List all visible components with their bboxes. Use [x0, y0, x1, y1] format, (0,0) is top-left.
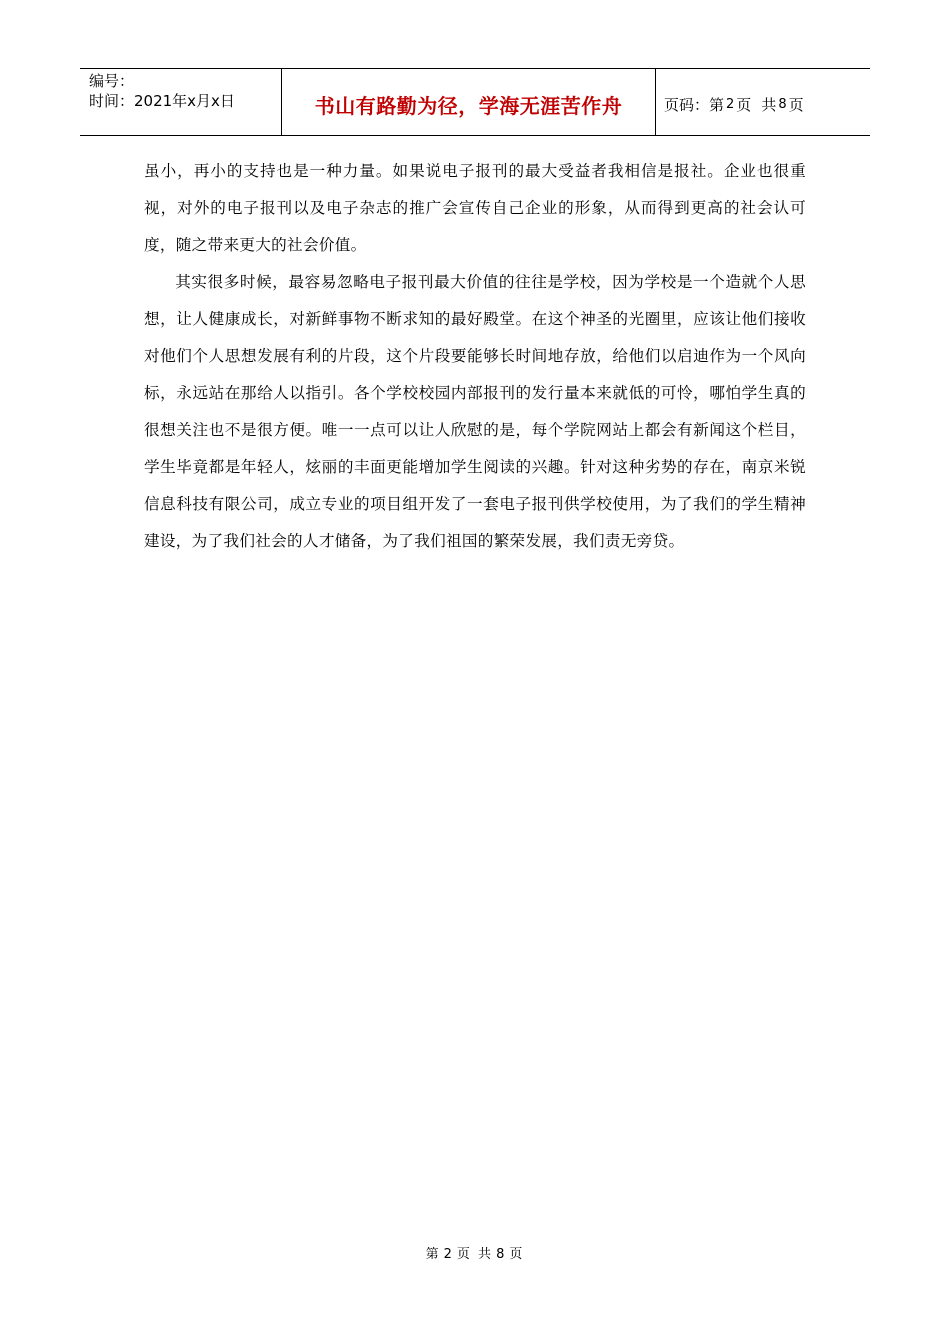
footer-mid: 页 共 — [456, 1247, 494, 1262]
footer-current-page: 2 — [443, 1247, 454, 1262]
footer-prefix: 第 — [425, 1247, 441, 1262]
time-label: 时间：2021年x月x日 — [89, 92, 235, 110]
header-motto-cell — [282, 69, 656, 135]
number-label: 编号： — [89, 72, 135, 90]
footer-total-pages: 8 — [496, 1247, 507, 1262]
footer-suffix: 页 — [509, 1247, 525, 1262]
paragraph-1: 虽小，再小的支持也是一种力量。如果说电子报刊的最大受益者我相信是报社。企业也很重视，对外的电子报刊以及电子杂志的推广会宣传自己企业的形象，从而得到更高的社会认可度，随之带来更大的社会价值。 — [144, 162, 806, 254]
page-prefix: 页码：第 — [664, 95, 725, 114]
paragraph-2: 其实很多时候，最容易忽略电子报刊最大价值的往往是学校，因为学校是一个造就个人思想，让人健康成长，对新鲜事物不断求知的最好殿堂。在这个神圣的光圈里，应该让他们接收对他们个人思想发展有利的片段，这个片段要能够长时间地存放，给他们以启迪作为一个风向标，永远站在那给人以指引。各个学校校园内部报刊的发行量本来就低的可怜，哪怕学生真的很想关注也不是很方便。唯一一点可以让人欣慰的是，每个学院网站上都会有新闻这个栏目，学生毕竟都是年轻人，炫丽的丰面更能增加学生阅读的兴趣。针对这种劣势的存在，南京米锐信息科技有限公司，成立专业的项目组开发了一套电子报刊供学校使用，为了我们的学生精神建设，为了我们社会的人才储备，为了我们祖国的繁荣发展，我们责无旁贷。 — [144, 273, 806, 550]
header-page-cell — [656, 69, 870, 135]
document-body — [144, 153, 806, 560]
page-footer — [0, 1243, 950, 1262]
document-header — [80, 68, 870, 136]
page-current: 2 — [726, 96, 735, 112]
page-total-prefix: 共 — [761, 95, 777, 114]
header-info-cell — [80, 69, 282, 135]
page-total: 8 — [778, 96, 787, 112]
motto-text: 书山有路勤为径，学海无涯苦作舟 — [314, 93, 623, 118]
page-mid: 页 — [736, 95, 752, 114]
page-suffix: 页 — [788, 95, 804, 114]
